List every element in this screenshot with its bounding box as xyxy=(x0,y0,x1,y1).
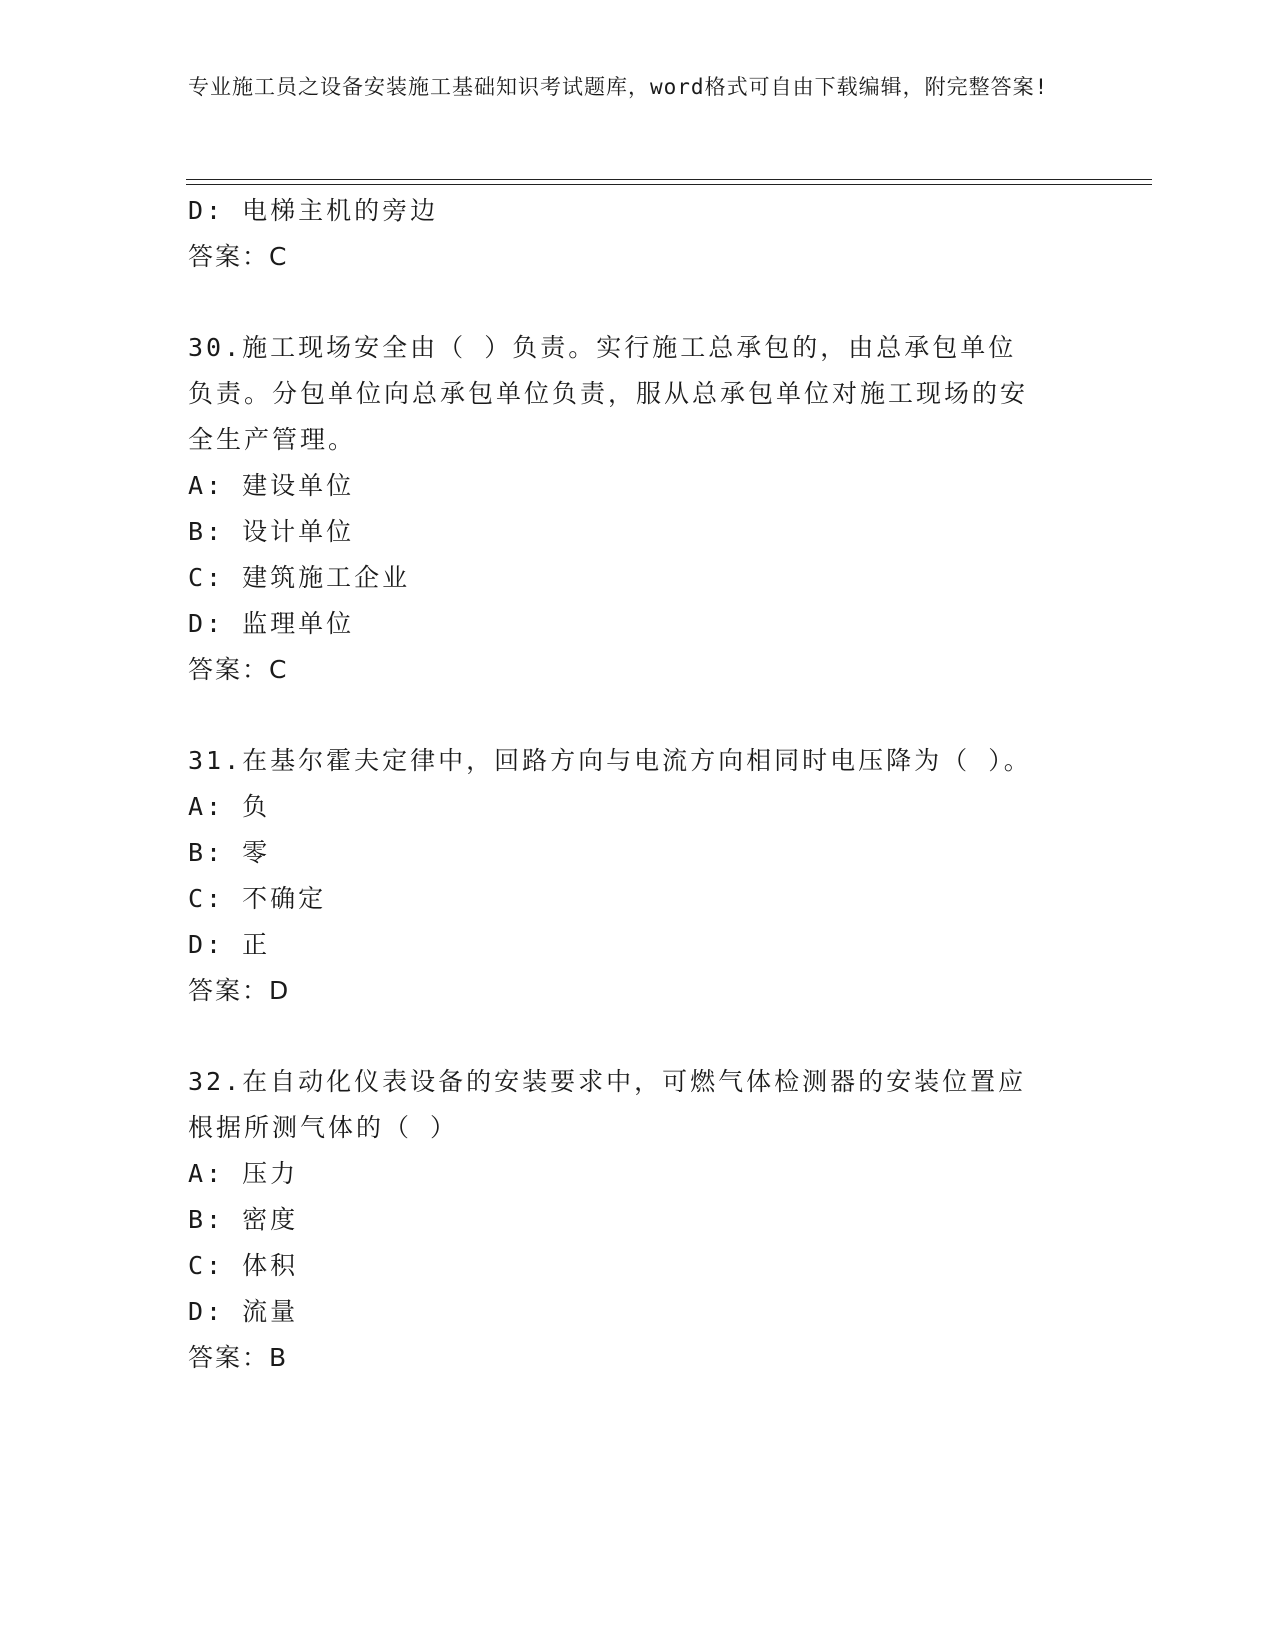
option-c: C: 不确定 xyxy=(188,884,327,913)
option-b: B: 密度 xyxy=(188,1205,299,1234)
question-list xyxy=(188,188,1088,1426)
answer-line: 答案：D xyxy=(188,976,291,1005)
option-d: D: 监理单位 xyxy=(188,609,355,638)
option-c: C: 体积 xyxy=(188,1251,299,1280)
document-header: 专业施工员之设备安装施工基础知识考试题库，word格式可自由下载编辑，附完整答案! xyxy=(188,75,1049,99)
option-d: D: 正 xyxy=(188,930,271,959)
question-stem: 30.施工现场安全由（ ）负责。实行施工总承包的，由总承包单位负责。分包单位向总承包单位负责，服从总承包单位对施工现场的安全生产管理。 xyxy=(188,333,1029,454)
question-stem: 31.在基尔霍夫定律中，回路方向与电流方向相同时电压降为（ ）。 xyxy=(188,746,1032,775)
option-d: D: 流量 xyxy=(188,1297,299,1326)
option-b: B: 零 xyxy=(188,838,271,867)
question-31 xyxy=(188,738,1088,1014)
answer-line: 答案：B xyxy=(188,1343,289,1372)
option-b: B: 设计单位 xyxy=(188,517,355,546)
option-d: D: 电梯主机的旁边 xyxy=(188,196,439,225)
option-a: A: 负 xyxy=(188,792,271,821)
question-30 xyxy=(188,325,1088,693)
answer-line: 答案：C xyxy=(188,655,289,684)
header-divider-bottom xyxy=(186,184,1152,185)
option-c: C: 建筑施工企业 xyxy=(188,563,411,592)
option-a: A: 建设单位 xyxy=(188,471,355,500)
header-divider-top xyxy=(186,179,1152,180)
answer-line: 答案：C xyxy=(188,242,289,271)
question-32 xyxy=(188,1059,1088,1381)
previous-question-tail xyxy=(188,188,1088,280)
option-a: A: 压力 xyxy=(188,1159,299,1188)
question-stem: 32.在自动化仪表设备的安装要求中，可燃气体检测器的安装位置应根据所测气体的（ ） xyxy=(188,1067,1027,1142)
